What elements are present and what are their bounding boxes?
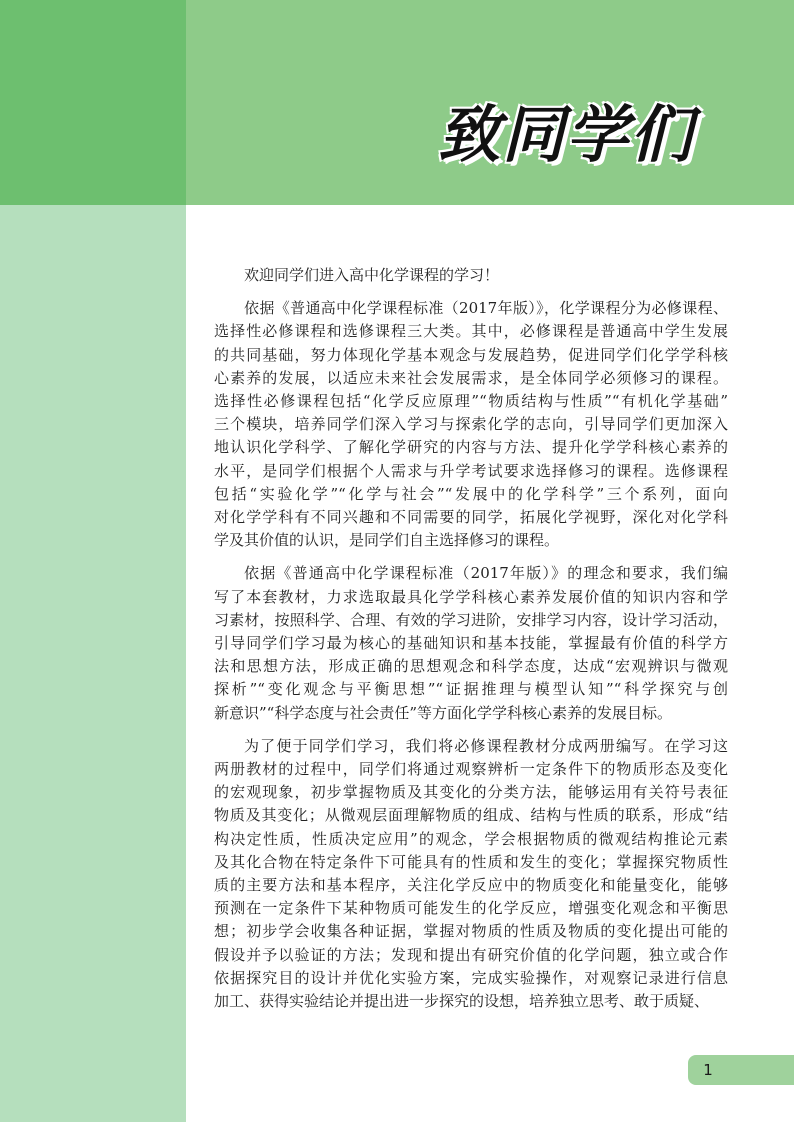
paragraph [214, 297, 728, 552]
body-text [214, 264, 728, 1013]
text-line: 对化学学科有不同兴趣和不同需要的同学，拓展化学视野，深化对化学科 [214, 508, 728, 527]
text-line: 的宏观现象，初步掌握物质及其变化的分类方法，能够运用有关符号表征 [214, 783, 728, 802]
text-line: 欢迎同学们进入高中化学课程的学习！ [244, 266, 500, 284]
text-line: 及其化合物在特定条件下可能具有的性质和发生的变化；掌握探究物质性 [214, 852, 728, 871]
text-line: 预测在一定条件下某种物质可能发生的化学反应，增强变化观念和平衡思 [214, 899, 728, 918]
text-line: 新意识”“科学态度与社会责任”等方面化学学科核心素养的发展目标。 [214, 703, 673, 722]
paragraph [214, 735, 728, 1013]
text-line: 地认识化学科学、了解化学研究的内容与方法、提升化学学科核心素养的 [214, 438, 728, 457]
text-line: 依据《普通高中化学课程标准（2017年版）》，化学课程分为必修课程、 [244, 299, 728, 318]
paragraph [214, 562, 728, 724]
text-line: 依据《普通高中化学课程标准（2017年版）》的理念和要求，我们编 [244, 564, 728, 583]
text-line: 的共同基础，努力体现化学基本观念与发展趋势，促进同学们化学学科核 [214, 345, 728, 364]
text-line: 质的主要方法和基本程序，关注化学反应中的物质变化和能量变化，能够 [214, 876, 728, 895]
text-line: 法和思想方法，形成正确的思想观念和科学态度，达成“宏观辨识与微观 [214, 657, 728, 676]
paragraph-gap [214, 287, 728, 297]
text-line: 选择性必修课程和选修课程三大类。其中，必修课程是普通高中学生发展 [214, 322, 728, 341]
text-line: 探析”“变化观念与平衡思想”“证据推理与模型认知”“科学探究与创 [214, 680, 728, 699]
text-line: 引导同学们学习最为核心的基础知识和基本技能，掌握最有价值的科学方 [214, 634, 728, 653]
page-title: 致同学们 [438, 98, 695, 171]
page-number: 1 [703, 1061, 713, 1079]
text-line: 学及其价值的认识，是同学们自主选择修习的课程。 [214, 531, 560, 550]
text-line: 心素养的发展，以适应未来社会发展需求，是全体同学必须修习的课程。 [214, 368, 728, 387]
text-line: 为了便于同学们学习，我们将必修课程教材分成两册编写。在学习这 [244, 736, 728, 755]
text-line: 两册教材的过程中，同学们将通过观察辨析一定条件下的物质形态及变化 [214, 760, 728, 779]
text-line: 选择性必修课程包括“化学反应原理”“物质结构与性质”“有机化学基础” [214, 392, 728, 411]
text-line: 加工、获得实验结论并提出进一步探究的设想，培养独立思考、敢于质疑、 [214, 992, 710, 1011]
paragraph [214, 264, 728, 287]
text-line: 习素材，按照科学、合理、有效的学习进阶，安排学习内容，设计学习活动， [214, 610, 728, 629]
text-line: 写了本套教材，力求选取最具化学学科核心素养发展价值的知识内容和学 [214, 587, 728, 606]
text-line: 假设并予以验证的方法；发现和提出有研究价值的化学问题，独立或合作 [214, 945, 728, 964]
left-margin-strip [0, 205, 186, 1122]
paragraph-gap [214, 725, 728, 735]
text-line: 想；初步学会收集各种证据，掌握对物质的性质及物质的变化提出可能的 [214, 922, 728, 941]
header-band-left [0, 0, 186, 205]
text-line: 三个模块，培养同学们深入学习与探索化学的志向，引导同学们更加深入 [214, 415, 728, 434]
text-line: 物质及其变化；从微观层面理解物质的组成、结构与性质的联系，形成“结 [214, 806, 728, 825]
text-line: 包括“实验化学”“化学与社会”“发展中的化学科学”三个系列，面向 [214, 484, 728, 503]
text-line: 依据探究目的设计并优化实验方案，完成实验操作，对观察记录进行信息 [214, 968, 728, 987]
text-line: 水平，是同学们根据个人需求与升学考试要求选择修习的课程。选修课程 [214, 461, 728, 480]
paragraph-gap [214, 552, 728, 562]
text-line: 构决定性质，性质决定应用”的观念，学会根据物质的微观结构推论元素 [214, 829, 728, 848]
